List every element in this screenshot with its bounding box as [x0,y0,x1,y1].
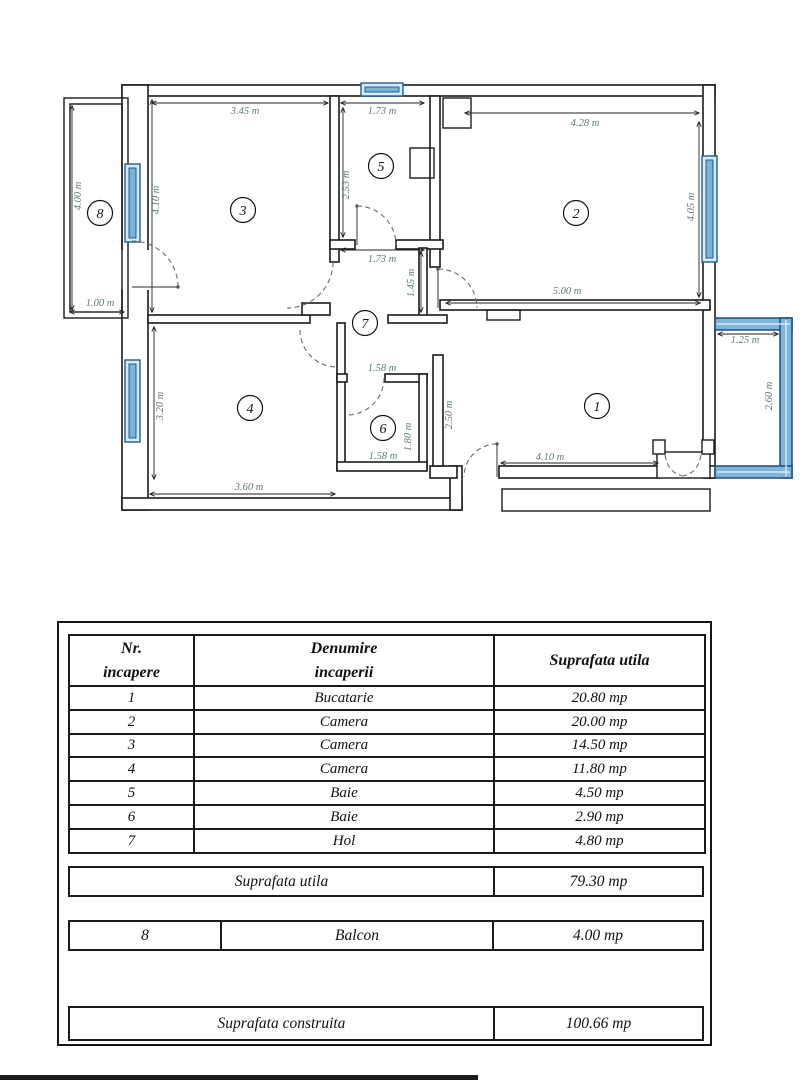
dim-label-room1_bottom: 4.10 m [535,452,565,463]
dim-label-room2_right: 4.05 m [686,192,697,222]
dim-label-room4_left: 3.20 m [155,391,166,421]
dim-label-room4_bottom: 3.60 m [234,482,264,493]
dim-label-room6_top: 1.58 m [367,363,397,374]
cell-name: Hol [194,829,494,853]
cell-nr: 2 [69,710,194,734]
balcon-row [68,920,704,951]
door-room5 [357,206,396,245]
table-row [69,781,705,805]
balcony-door-gap [121,250,150,290]
table-row [69,829,705,853]
total-construita-row [68,1006,704,1041]
svg-text:8: 8 [96,207,104,223]
dim-label-room2_bottom: 5.00 m [552,286,582,297]
dim-label-room6_right: 1.80 m [403,422,414,452]
cell-name: Camera [194,757,494,781]
scan-artifact [0,1075,478,1080]
room-label-r1 [585,394,610,419]
cell-nr: 6 [69,805,194,829]
dim-label-room2_top: 4.28 m [570,118,600,129]
room1-top-step [487,310,520,320]
table-frame [57,621,712,1046]
dim-label-balcony8_bottom: 1.00 m [85,298,115,309]
balcon-nr: 8 [70,922,222,949]
door-room4 [300,330,336,367]
dim-label-room5_bottom: 1.73 m [367,254,397,265]
dim-label-room3_left: 4.10 m [151,185,162,215]
french-door-jamb-right [702,440,714,454]
walls [122,85,715,510]
total-utila-row [68,866,704,897]
dim-label-room3_top: 3.45 m [230,106,260,117]
room-label-r8 [88,201,113,226]
door-room3 [287,262,333,308]
dim-label-room5_top: 1.73 m [367,106,397,117]
cell-nr: 7 [69,829,194,853]
cell-nr: 5 [69,781,194,805]
cell-name: Camera [194,710,494,734]
dim-label-balcony1_top: 1.25 m [730,335,760,346]
window-right [702,156,717,262]
window-top [361,83,403,96]
svg-text:1: 1 [593,400,601,416]
dim-label-hall_right: 1.45 m [406,268,417,298]
table-row [69,710,705,734]
table-row [69,805,705,829]
total-utila-value: 79.30 mp [569,872,628,890]
total-construita-label: Suprafata construita [70,1008,495,1039]
door-room6 [347,378,384,415]
cell-area: 20.00 mp [494,710,705,734]
cell-name: Bucatarie [194,686,494,710]
balcon-label: Balcon [222,922,494,949]
cell-name: Baie [194,781,494,805]
room-label-r3 [231,198,256,223]
cell-area: 2.90 mp [494,805,705,829]
room-label-r2 [564,201,589,226]
window-left-upper [125,164,140,242]
door-entrance [464,444,497,477]
svg-text:4: 4 [246,402,254,418]
cell-nr: 3 [69,734,194,758]
cell-area: 20.80 mp [494,686,705,710]
room-label-r5 [369,154,394,179]
col-header-suprafata: Suprafata utila [494,635,705,686]
cell-area: 14.50 mp [494,734,705,758]
col-header-denumire: Denumire incaperii [194,635,494,686]
table-row [69,757,705,781]
cell-name: Baie [194,805,494,829]
dim-label-room1_left: 2.50 m [444,400,455,430]
cell-nr: 4 [69,757,194,781]
window-left-lower [125,360,140,442]
cell-nr: 1 [69,686,194,710]
total-utila-label: Suprafata utila [70,868,495,895]
col-header-nr: Nr. incapere [69,635,194,686]
dim-label-room6_bottom: 1.58 m [368,451,398,462]
table-row [69,686,705,710]
svg-text:2: 2 [572,207,580,223]
french-door-jamb-left [653,440,665,454]
svg-text:3: 3 [239,204,247,220]
svg-text:5: 5 [377,160,385,176]
cell-area: 11.80 mp [494,757,705,781]
rooms-table [68,634,706,854]
svg-text:7: 7 [361,317,369,333]
balcon-value: 4.00 mp [573,926,623,944]
table-row [69,734,705,758]
entrance-landing [502,489,710,511]
total-construita-value: 100.66 mp [565,1014,632,1032]
cell-area: 4.80 mp [494,829,705,853]
room-label-r4 [238,396,263,421]
dim-label-room5_left: 2.53 m [341,170,352,200]
svg-text:6: 6 [379,422,387,438]
dim-label-balcony8_left: 4.00 m [73,181,84,211]
cell-area: 4.50 mp [494,781,705,805]
dim-label-balcony1_right: 2.60 m [764,381,775,411]
room-label-r7 [353,311,378,336]
room-label-r6 [371,416,396,441]
cell-name: Camera [194,734,494,758]
